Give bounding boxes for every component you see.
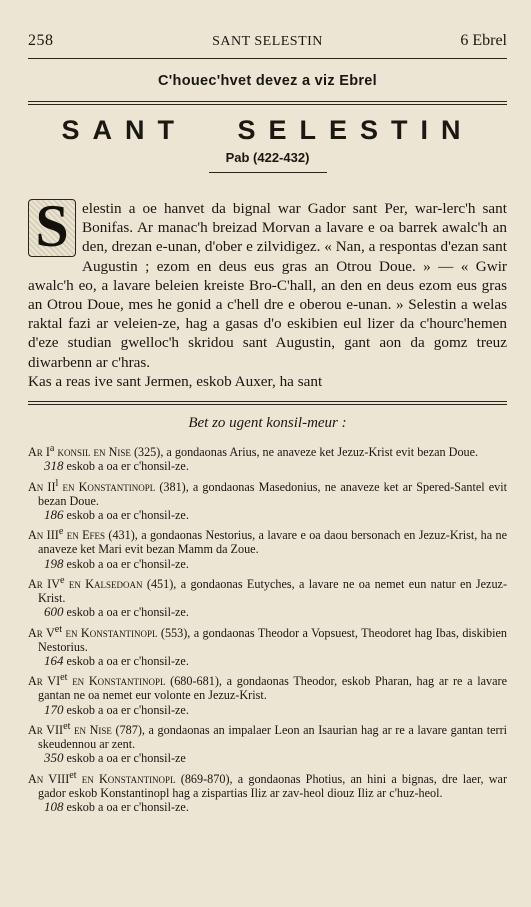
council-description: (325), a gondaonas Arius, ne anaveze ket Jezuz-Krist evit bezan Doue. — [133, 445, 479, 460]
divider — [28, 101, 507, 102]
bishop-count-number: 164 — [44, 652, 64, 668]
council-entry — [28, 720, 507, 751]
council-ordinal: Ar I — [28, 445, 50, 460]
bishop-count-text: eskob a oa er c'honsil-ze. — [66, 653, 189, 668]
drop-cap-letter: S — [35, 193, 69, 259]
council-place: en Konstantinopl — [62, 479, 156, 494]
drop-cap — [28, 193, 76, 259]
body-text — [28, 193, 507, 391]
council-place: en Kalsedoan — [68, 576, 143, 591]
council-place: en Efes — [66, 528, 106, 543]
council-bishop-count — [28, 605, 507, 619]
council-ordinal-suffix: e — [60, 574, 65, 586]
council-description: (431), a gondaonas Nestorius, a lavare e oa daou bersonach en Jezuz-Krist, ha ne anaveze ket Mari evit bezan Mamm da Zoue. — [38, 528, 508, 557]
council-place: en Konstantinopl — [65, 625, 158, 640]
page — [0, 28, 531, 907]
council-place: en Konstantinopl — [81, 771, 176, 786]
council-ordinal-suffix: l — [55, 477, 59, 489]
body-paragraph: elestin a oe hanvet da bignal war Gador sant Per, war-lerc'h sant Bonifas. Ar manac'h breizad Morvan a lavare e oa barrek awalc'h an den, drezan e-unan, d'ober e zilvidigez. « Nan, a respontas d'ezan sant Augustin ; ezom en deus eus gras an Otrou Doue. » — « Gwir awalc'h eo, a lavare beleien kreiste Bro-C'hall, an den en deus ezom eus gras an Otrou Doue, mes he gonid a c'hell dre e oberou e-unan. » Selestin a welas raktal fazi ar veleien-ze, hag a gasas d'o eskibien eul lizer da c'hourc'hemen d'eze studian gwelloc'h skridou sant Augustin, gant aon da gomz treuz diwarbenn ar c'hras. — [28, 200, 507, 371]
council-ordinal: Ar VII — [28, 722, 64, 737]
council-ordinal: Ar VI — [28, 674, 61, 689]
divider — [28, 104, 507, 105]
running-title: SANT SELESTIN — [212, 34, 323, 49]
council-entry — [28, 671, 507, 702]
council-entry — [28, 769, 507, 800]
running-header — [28, 28, 507, 59]
council-item — [28, 477, 507, 523]
council-ordinal: An II — [28, 479, 56, 494]
council-ordinal-suffix: et — [60, 672, 68, 684]
bishop-count-number: 350 — [44, 750, 64, 766]
council-description: (869-870), a gondaonas Photius, an hini a bignas, dre laer, war gador eskob Konstantinopl hag a zispartias Iliz ar zav-heol diouz Iliz ar c'huz-heol. — [38, 771, 508, 800]
council-ordinal: An III — [28, 528, 59, 543]
month-heading: C'houec'hvet devez a viz Ebrel — [158, 73, 377, 89]
council-ordinal: An VIII — [28, 771, 70, 786]
bishop-count-number: 108 — [44, 799, 64, 814]
body-paragraph: Kas a reas ive sant Jermen, eskob Auxer, ha sant — [28, 372, 323, 390]
council-bishop-count — [28, 800, 507, 814]
council-ordinal-suffix: et — [63, 720, 71, 732]
council-ordinal-suffix: et — [54, 623, 63, 635]
bishop-count-text: eskob a oa er c'honsil-ze — [66, 751, 186, 766]
bishop-count-number: 318 — [44, 458, 64, 474]
divider — [28, 404, 507, 405]
bishop-count-text: eskob a oa er c'honsil-ze. — [66, 702, 189, 717]
council-description: (553), a gondaonas Theodor a Vopsuest, Theodoret hag Ibas, diskibien Nestorius. — [38, 625, 508, 654]
council-description: (680-681), a gondaonas Theodor, eskob Pharan, hag ar re a lavare gantan ne oa nemet eur volonte en Jezuz-Krist. — [38, 674, 508, 703]
bishop-count-text: eskob a oa er c'honsil-ze. — [66, 605, 189, 620]
council-description: (451), a gondaonas Eutyches, a lavare ne oa nemet eun natur en Jezuz-Krist. — [38, 576, 508, 606]
council-description: (787), a gondaonas an impalaer Leon an Isaurian hag ar re a lavare gantan terri skeudennou ar zent. — [38, 722, 508, 752]
saint-title: SANT SELESTIN — [61, 115, 474, 145]
divider — [28, 401, 507, 402]
page-number: 258 — [28, 32, 54, 49]
divider — [209, 172, 327, 173]
bishop-count-text: eskob a oa er c'honsil-ze. — [66, 459, 189, 474]
council-ordinal: Ar IV — [28, 576, 61, 591]
council-item — [28, 525, 507, 571]
council-bishop-count — [28, 751, 507, 765]
council-item — [28, 574, 507, 620]
council-ordinal: Ar V — [28, 625, 55, 640]
council-entry — [28, 442, 507, 459]
header-date: 6 Ebrel — [460, 32, 507, 49]
council-bishop-count — [28, 459, 507, 473]
bishop-count-text: eskob a oa er c'honsil-ze. — [66, 800, 189, 814]
council-place: en Konstantinopl — [72, 674, 166, 689]
title-rules-top — [28, 101, 507, 105]
pope-line: Pab (422-432) — [225, 150, 310, 165]
council-bishop-count — [28, 654, 507, 668]
council-bishop-count — [28, 508, 507, 522]
council-entry — [28, 477, 507, 508]
council-item — [28, 623, 507, 669]
council-ordinal-suffix: a — [49, 443, 55, 455]
council-entry — [28, 525, 507, 556]
council-ordinal-suffix: e — [58, 526, 64, 538]
bishop-count-number: 600 — [44, 604, 64, 620]
council-place: en Nise — [74, 722, 112, 737]
bishop-count-text: eskob a oa er c'honsil-ze. — [66, 507, 189, 522]
council-description: (381), a gondaonas Masedonius, ne anaveze ket ar Spered-Santel evit bezan Doue. — [38, 479, 508, 508]
council-item — [28, 442, 507, 473]
council-bishop-count — [28, 703, 507, 717]
council-item — [28, 671, 507, 717]
council-ordinal-suffix: et — [69, 769, 77, 781]
bishop-count-number: 186 — [44, 506, 64, 522]
council-bishop-count — [28, 557, 507, 571]
council-entry — [28, 574, 507, 605]
bishop-count-text: eskob a oa er c'honsil-ze. — [66, 556, 189, 571]
council-item — [28, 769, 507, 815]
council-place: konsil en Nise — [57, 445, 131, 460]
council-item — [28, 720, 507, 766]
bishop-count-number: 170 — [44, 701, 64, 717]
councils-title: Bet zo ugent konsil-meur : — [188, 415, 347, 432]
bishop-count-number: 198 — [44, 555, 64, 571]
council-entry — [28, 623, 507, 654]
councils-list — [28, 442, 507, 814]
